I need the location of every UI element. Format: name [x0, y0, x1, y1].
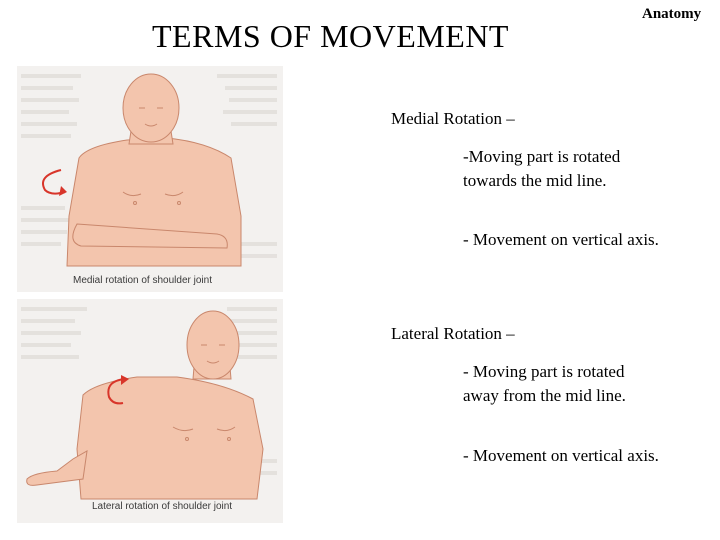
lateral-figure-caption: Lateral rotation of shoulder joint — [92, 501, 233, 512]
lateral-rotation-bullet: - Movement on vertical axis. — [463, 446, 659, 465]
corner-label: Anatomy — [642, 6, 702, 22]
lateral-rotation-bullet: - Moving part is rotated away from the mid line. — [463, 362, 626, 405]
medial-rotation-heading: Medial Rotation – — [391, 109, 515, 128]
medial-rotation-figure — [17, 66, 283, 292]
lateral-rotation-heading: Lateral Rotation – — [391, 324, 515, 343]
slide-title: TERMS OF MOVEMENT — [152, 18, 509, 54]
lateral-rotation-figure — [17, 299, 283, 523]
medial-rotation-bullet: -Moving part is rotated towards the mid line. — [463, 147, 621, 190]
medial-rotation-bullet: - Movement on vertical axis. — [463, 230, 659, 249]
medial-figure-caption: Medial rotation of shoulder joint — [73, 275, 212, 286]
